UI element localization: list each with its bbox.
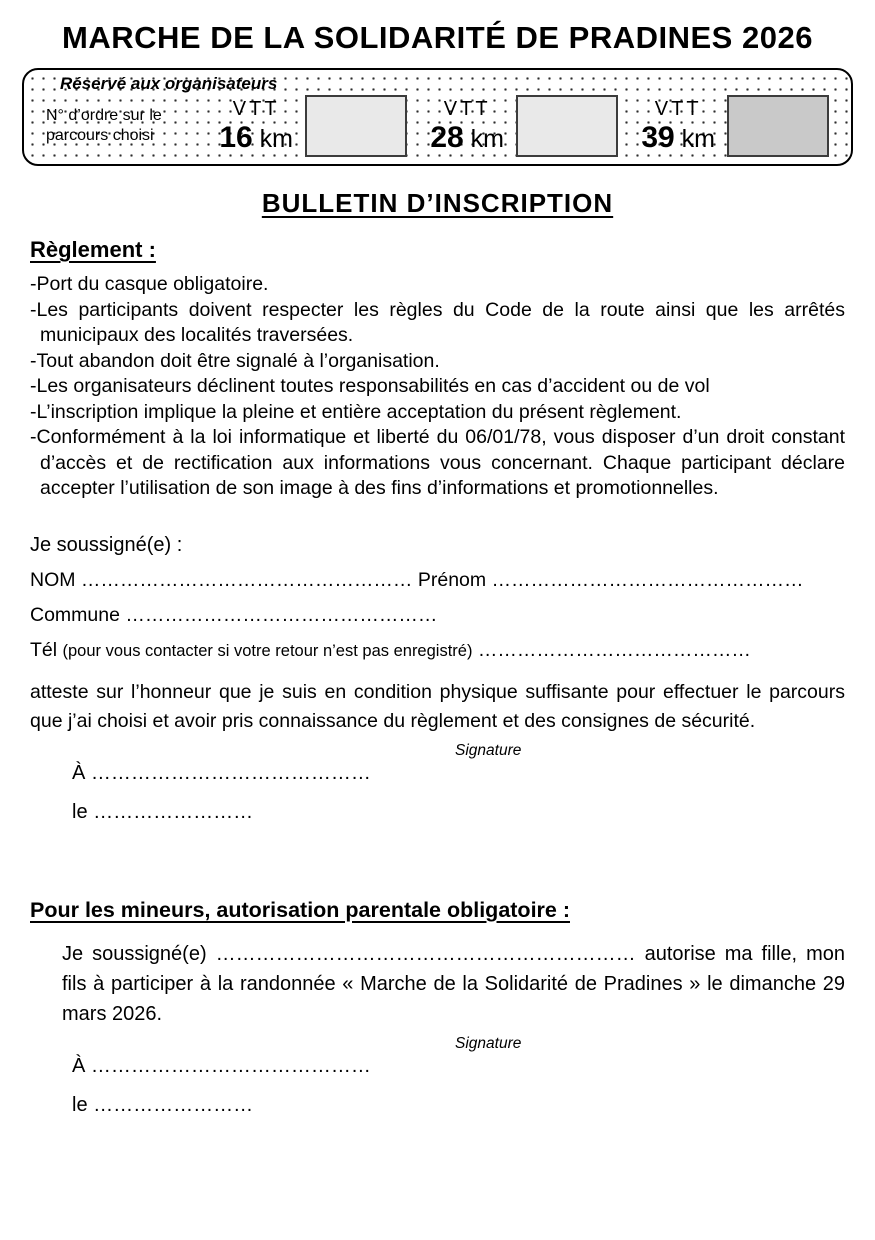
tel-field[interactable]: ……………………………………	[477, 638, 751, 661]
course-option-16km	[219, 95, 407, 157]
course-28km-type: VTT	[443, 97, 491, 120]
name-line	[30, 569, 845, 592]
minors-date-label: le	[72, 1093, 88, 1116]
form-content	[30, 237, 845, 1117]
minors-line-suffix: autorise ma fille, mon fils à participer à la randonnée « Marche de la Solidarité de Pradines » le dimanche 29 mars 2026.	[62, 942, 846, 1025]
course-16km-distance	[219, 121, 293, 155]
course-28km-distance	[430, 121, 504, 155]
course-39km-type: VTT	[654, 97, 702, 120]
date-label: le	[72, 800, 88, 823]
course-28km-number: 28	[430, 120, 464, 154]
rule-item: -Conformément à la loi informatique et liberté du 06/01/78, vous disposer d’un droit constant d’accès et de rectification aux informations vous concernant. Chaque participant déclare accepter l’utilisation de son image à des fins d’informations et promotionnelles.	[30, 426, 845, 499]
minors-date-line	[72, 1094, 845, 1117]
tel-line	[30, 639, 845, 662]
course-16km-type: VTT	[232, 97, 280, 120]
signature-label: Signature	[455, 741, 522, 759]
commune-field[interactable]: …………………………………………	[125, 603, 438, 626]
minors-place-field[interactable]: ……………………………………	[90, 1054, 371, 1077]
course-28km-checkbox[interactable]	[516, 95, 618, 157]
course-option-39km	[641, 95, 829, 157]
rule-item: -Les organisateurs déclinent toutes responsabilités en cas d’accident ou de vol	[30, 375, 710, 397]
rule-item: -L’inscription implique la pleine et entière acceptation du présent règlement.	[30, 400, 682, 423]
date-line	[72, 801, 845, 824]
minors-line-prefix: Je soussigné(e)	[62, 942, 207, 965]
course-39km-unit: km	[681, 124, 715, 153]
minors-heading: Pour les mineurs, autorisation parentale obligatoire :	[30, 897, 570, 922]
place-label: À	[72, 761, 86, 784]
rule-item: -Tout abandon doit être signalé à l’organisation.	[30, 349, 440, 372]
course-16km-number: 16	[219, 120, 253, 154]
course-39km-labels	[641, 98, 715, 155]
organizer-box-heading: Réservé aux organisateurs	[60, 74, 278, 93]
minors-place-line	[72, 1055, 845, 1078]
organizer-box-row	[40, 94, 835, 158]
course-39km-number: 39	[641, 120, 675, 154]
course-16km-labels	[219, 98, 293, 155]
page-title: MARCHE DE LA SOLIDARITÉ DE PRADINES 2026	[62, 20, 813, 55]
nom-field[interactable]: ……………………………………………	[80, 568, 413, 591]
prenom-field[interactable]: …………………………………………	[491, 568, 804, 591]
minors-place-label: À	[72, 1054, 86, 1077]
date-field[interactable]: ……………………	[93, 800, 254, 823]
commune-label: Commune	[30, 603, 120, 626]
course-option-28km	[430, 95, 618, 157]
form-title: BULLETIN D’INSCRIPTION	[261, 188, 614, 218]
course-16km-unit: km	[259, 124, 293, 153]
place-field[interactable]: ……………………………………	[90, 761, 371, 784]
order-number-note: N° d’ordre sur le parcours choisi	[46, 107, 162, 144]
rule-item: -Port du casque obligatoire.	[30, 273, 269, 295]
course-39km-distance	[641, 121, 715, 155]
minors-parent-name-field[interactable]: ………………………………………………………	[215, 942, 636, 965]
rules-list	[30, 272, 845, 502]
commune-line	[30, 604, 845, 627]
course-39km-checkbox[interactable]	[727, 95, 829, 157]
minors-date-field[interactable]: ……………………	[93, 1093, 254, 1116]
course-28km-unit: km	[470, 124, 504, 153]
nom-label: NOM	[30, 568, 76, 591]
course-28km-labels	[430, 98, 504, 155]
minors-signature-label: Signature	[455, 1034, 522, 1052]
tel-note: (pour vous contacter si votre retour n’est pas enregistré)	[62, 641, 473, 660]
minors-authorization-text	[62, 939, 845, 1029]
course-16km-checkbox[interactable]	[305, 95, 407, 157]
honor-statement: atteste sur l’honneur que je suis en condition physique suffisante pour effectuer le parcours que j’ai choisi et avoir pris connaissance du règlement et des consignes de sécurité.	[30, 680, 845, 732]
rule-item: -Les participants doivent respecter les règles du Code de la route ainsi que les arrêtés municipaux des localités traversées.	[30, 298, 845, 346]
prenom-label: Prénom	[417, 568, 487, 591]
organizer-reserved-box	[22, 68, 853, 166]
rules-heading: Règlement :	[30, 237, 156, 262]
attestation-intro: Je soussigné(e) :	[30, 533, 183, 556]
tel-label: Tél	[30, 638, 58, 661]
place-line	[72, 762, 845, 785]
